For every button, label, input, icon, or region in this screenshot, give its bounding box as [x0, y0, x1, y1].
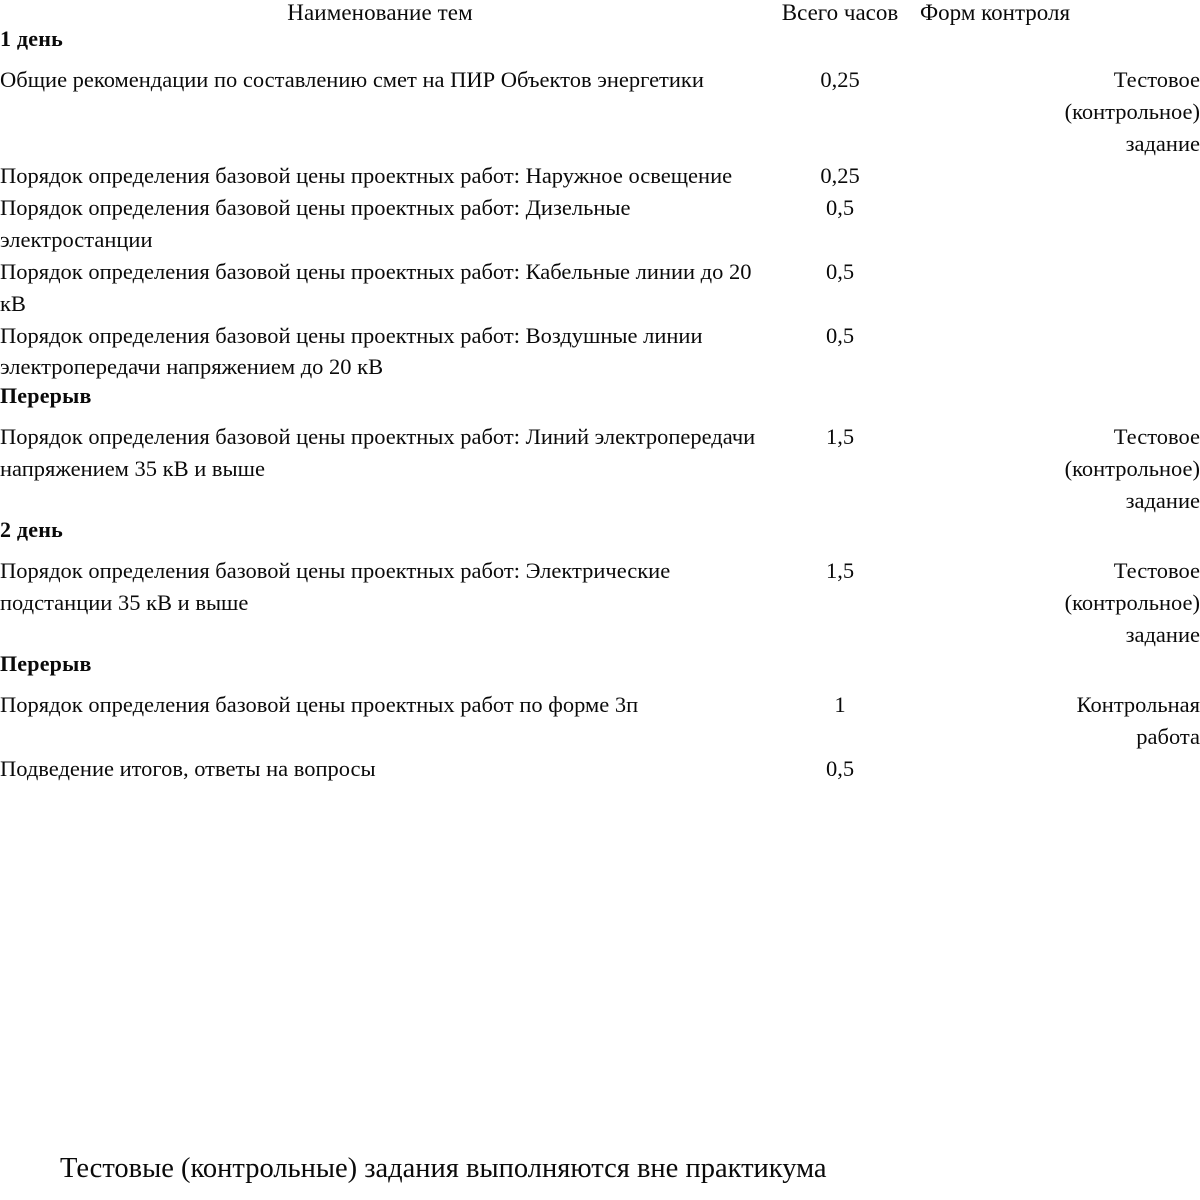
- section-label: Перерыв: [0, 651, 92, 676]
- cell-form: [920, 256, 1200, 320]
- column-header-topic: Наименование тем: [287, 0, 473, 25]
- table-row: [0, 320, 1200, 384]
- form-line: (контрольное): [1064, 98, 1200, 124]
- cell-hours: 0,25: [820, 162, 860, 188]
- form-line: Контрольная: [1076, 692, 1200, 717]
- form-line: Тестовое: [1113, 424, 1200, 450]
- table-header-row: [0, 0, 1200, 26]
- form-line: Тестовое: [1113, 67, 1200, 92]
- section-row: [0, 651, 1200, 677]
- form-line: (контрольное): [1064, 456, 1200, 482]
- cell-form: [920, 409, 1200, 517]
- table-row: [0, 543, 1200, 651]
- cell-hours: 1,5: [825, 558, 855, 584]
- cell-form: [920, 52, 1200, 160]
- cell-hours: 0,5: [825, 194, 855, 220]
- cell-hours: 1: [834, 692, 846, 717]
- cell-hours: 1,5: [825, 424, 855, 450]
- table-row: [0, 192, 1200, 256]
- table-body: [0, 26, 1200, 785]
- cell-topic: Порядок определения базовой цены проектных работ: Электрические подстанции 35 кВ и выше: [0, 558, 671, 616]
- footer-note: Тестовые (контрольные) задания выполняются вне практикума: [60, 1153, 827, 1184]
- section-label: 2 день: [0, 517, 63, 543]
- cell-hours: 0,5: [825, 322, 855, 348]
- cell-form: [920, 192, 1200, 256]
- cell-form: [920, 160, 1200, 192]
- cell-form: [920, 753, 1200, 785]
- table-row: [0, 52, 1200, 160]
- cell-form: [920, 543, 1200, 651]
- table-row: [0, 256, 1200, 320]
- table-row: [0, 677, 1200, 753]
- table-row: [0, 160, 1200, 192]
- cell-hours: 0,5: [825, 755, 855, 781]
- cell-topic: Порядок определения базовой цены проектных работ: Линий электропередачи напряжением 35 кВ и выше: [0, 424, 756, 482]
- cell-topic: Порядок определения базовой цены проектных работ по форме 3п: [0, 692, 639, 717]
- table-header: [0, 0, 1200, 26]
- form-line: (контрольное): [1064, 590, 1200, 616]
- form-line: задание: [1125, 130, 1200, 156]
- cell-topic: Порядок определения базовой цены проектных работ: Наружное освещение: [0, 162, 733, 188]
- form-line: задание: [1125, 488, 1200, 514]
- cell-form: [920, 320, 1200, 384]
- column-header-form: Форм контроля: [920, 0, 1071, 25]
- cell-topic: Подведение итогов, ответы на вопросы: [0, 755, 376, 781]
- table-row: [0, 753, 1200, 785]
- form-line: работа: [1136, 723, 1200, 749]
- section-label: Перерыв: [0, 383, 92, 409]
- cell-hours: 0,5: [825, 258, 855, 284]
- section-row: [0, 517, 1200, 543]
- cell-topic: Порядок определения базовой цены проектных работ: Воздушные линии электропередачи напряжением до 20 кВ: [0, 322, 703, 380]
- table-row: [0, 409, 1200, 517]
- cell-form: [920, 677, 1200, 753]
- section-row: [0, 26, 1200, 52]
- form-line: Тестовое: [1113, 558, 1200, 584]
- section-row: [0, 383, 1200, 409]
- cell-hours: 0,25: [820, 67, 860, 92]
- cell-topic: Общие рекомендации по составлению смет на ПИР Объектов энергетики: [0, 67, 704, 92]
- form-line: задание: [1125, 622, 1200, 648]
- section-label: 1 день: [0, 26, 63, 51]
- column-header-hours: Всего часов: [781, 0, 899, 25]
- cell-topic: Порядок определения базовой цены проектных работ: Дизельные электростанции: [0, 194, 631, 252]
- cell-topic: Порядок определения базовой цены проектных работ: Кабельные линии до 20 кВ: [0, 258, 752, 316]
